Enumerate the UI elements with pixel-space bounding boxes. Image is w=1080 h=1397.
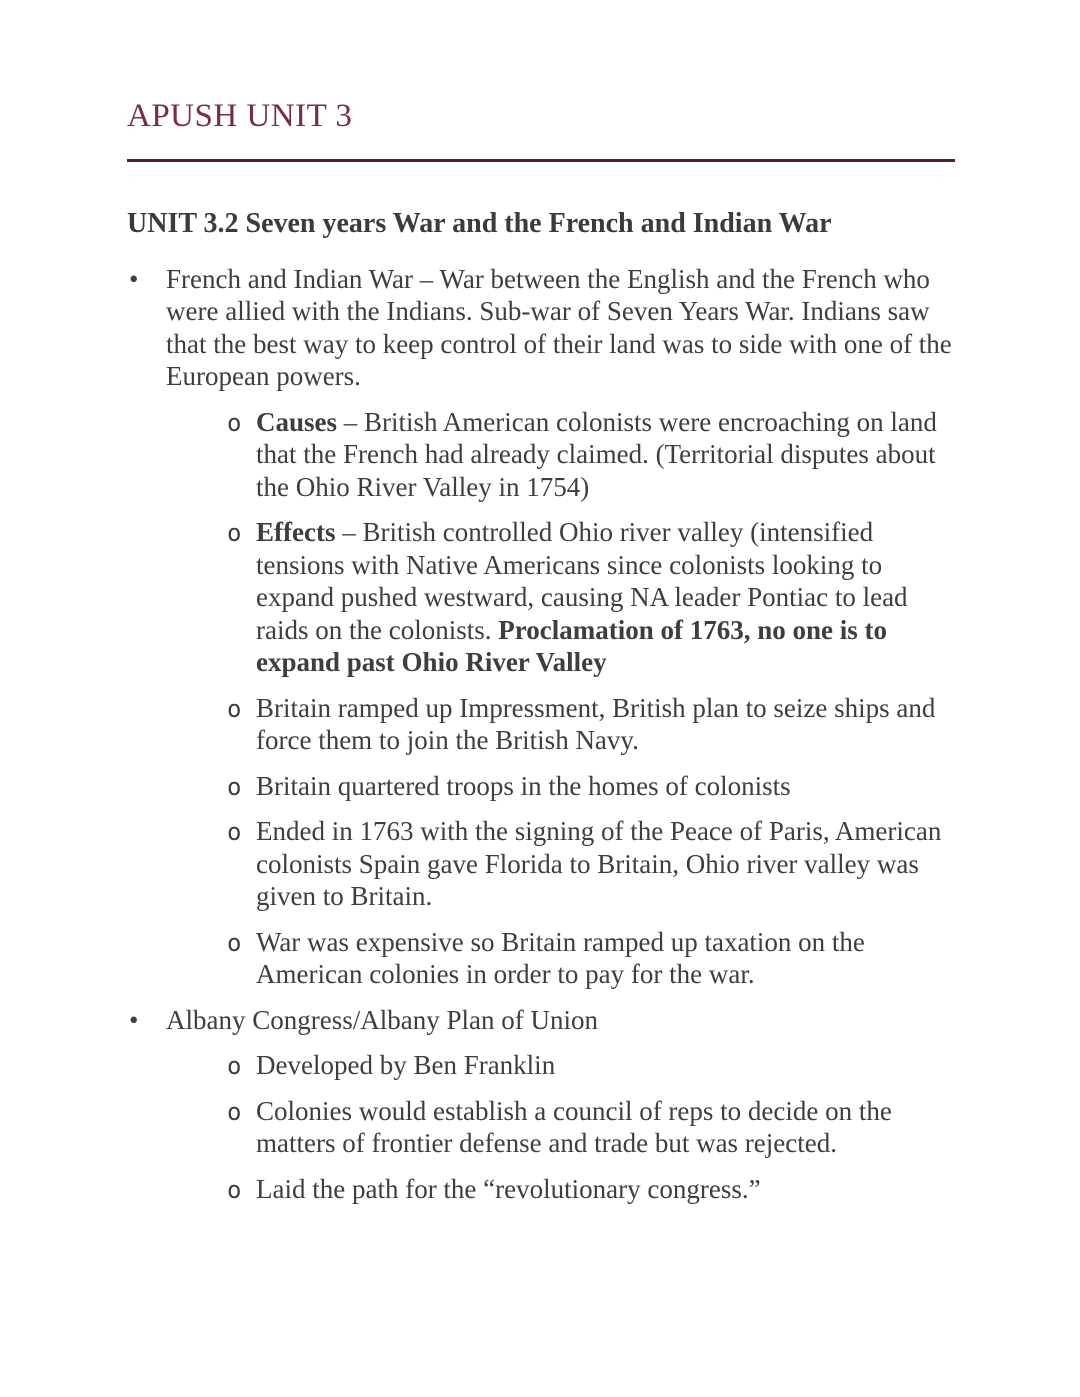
list-item-text: [256, 407, 937, 502]
notes-list: [127, 263, 955, 1206]
circle-bullet-icon: o: [227, 408, 242, 437]
list-item-text: [256, 927, 865, 990]
text-segment: Effects: [256, 517, 336, 548]
list-item: [127, 1049, 955, 1082]
text-segment: Albany Congress/Albany Plan of Union: [166, 1004, 598, 1035]
circle-bullet-icon: o: [227, 1097, 242, 1126]
section-heading: UNIT 3.2 Seven years War and the French and Indian War: [127, 208, 832, 240]
text-segment: Laid the path for the “revolutionary congress.”: [256, 1173, 761, 1204]
list-item-text: [256, 1096, 892, 1159]
list-item-text: [256, 816, 941, 911]
text-segment: – British controlled Ohio river valley (intensified tensions with Native Americans since colonists looking to expand pushed westward, causing NA leader Pontiac to lead raids on the colonists.: [256, 517, 908, 645]
bullet-icon: •: [129, 1004, 139, 1035]
list-item: [127, 1095, 955, 1160]
list-item-text: [256, 517, 908, 677]
circle-bullet-icon: o: [227, 1175, 242, 1204]
list-item-text: [256, 771, 791, 801]
circle-bullet-icon: o: [227, 772, 242, 801]
text-segment: – British American colonists were encroaching on land that the French had already claimed. (Territorial disputes about the Ohio River Valley in 1754): [256, 406, 937, 502]
text-segment: Proclamation of 1763, no one is to expand past Ohio River Valley: [256, 614, 887, 678]
circle-bullet-icon: o: [227, 928, 242, 957]
circle-bullet-icon: o: [227, 818, 242, 847]
text-segment: War was expensive so Britain ramped up taxation on the American colonies in order to pay for the war.: [256, 926, 865, 990]
text-segment: Britain ramped up Impressment, British plan to seize ships and force them to join the British Navy.: [256, 692, 936, 756]
text-segment: Causes: [256, 406, 338, 437]
list-item-text: [256, 693, 935, 756]
list-item-text: [256, 1174, 761, 1204]
list-item: [127, 1004, 955, 1037]
text-segment: French and Indian War – War between the English and the French who were allied with the Indians. Sub-war of Seven Years War. Indians saw that the best way to keep control of their land was to side with one of the European powers.: [166, 263, 952, 392]
text-segment: Developed by Ben Franklin: [256, 1050, 556, 1081]
list-item: [127, 692, 955, 757]
list-item: [127, 263, 955, 393]
page-title: APUSH UNIT 3: [127, 98, 353, 134]
list-item: [127, 815, 955, 913]
circle-bullet-icon: o: [227, 519, 242, 548]
list-item: [127, 926, 955, 991]
list-item-text: [166, 1005, 598, 1035]
list-item: [127, 406, 955, 504]
list-item-text: [166, 264, 952, 392]
list-item: [127, 770, 955, 803]
list-item-text: [256, 1050, 555, 1080]
text-segment: Ended in 1763 with the signing of the Peace of Paris, American colonists Spain gave Florida to Britain, Ohio river valley was given to Britain.: [256, 816, 942, 912]
circle-bullet-icon: o: [227, 1052, 242, 1081]
text-segment: Britain quartered troops in the homes of colonists: [256, 770, 791, 801]
title-divider: [127, 159, 955, 162]
bullet-icon: •: [129, 263, 139, 294]
list-item: [127, 516, 955, 679]
list-item: [127, 1173, 955, 1206]
circle-bullet-icon: o: [227, 694, 242, 723]
text-segment: Colonies would establish a council of reps to decide on the matters of frontier defense and trade but was rejected.: [256, 1095, 892, 1159]
